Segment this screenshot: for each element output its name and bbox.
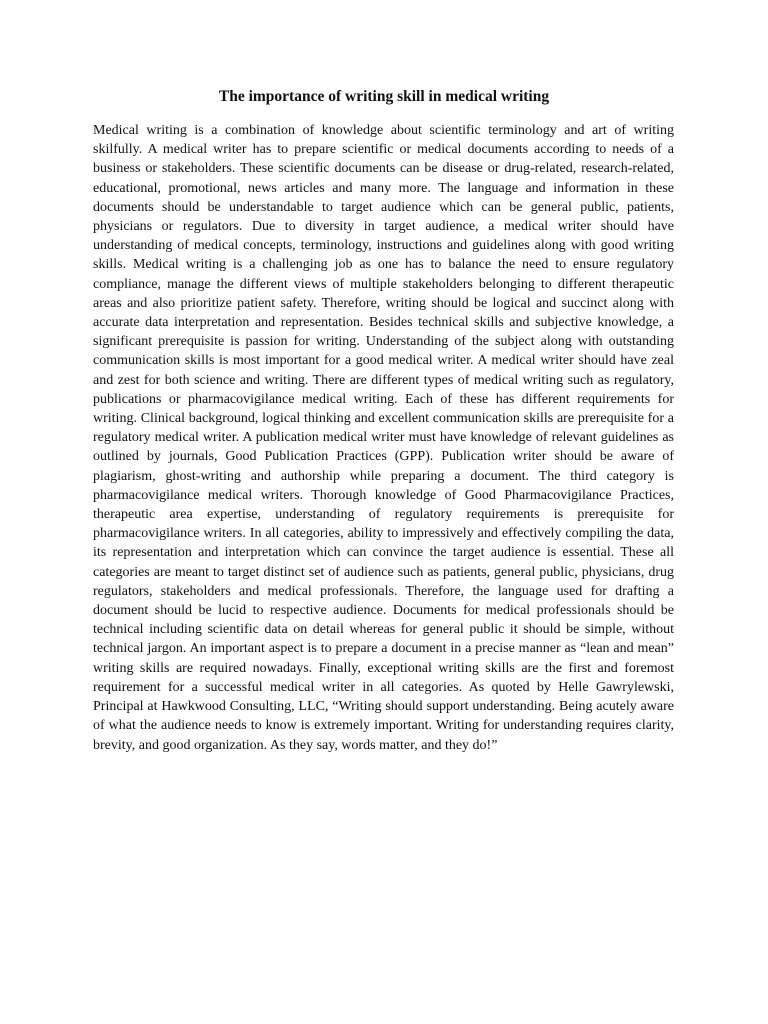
document-body-paragraph: Medical writing is a combination of knowledge about scientific terminology and art of writing skilfully. A medical writer has to prepare scientific or medical documents according to needs of a business or stakeholders. These scientific documents can be disease or drug-related, research-related, educational, promotional, news articles and many more. The language and information in these documents should be understandable to target audience which can be general public, patients, physicians or regulators. Due to diversity in target audience, a medical writer should have understanding of medical concepts, terminology, instructions and guidelines along with good writing skills. Medical writing is a challenging job as one has to balance the need to ensure regulatory compliance, manage the different views of multiple stakeholders belonging to different therapeutic areas and also prioritize patient safety. Therefore, writing should be logical and succinct along with accurate data interpretation and representation. Besides technical skills and subjective knowledge, a significant prerequisite is passion for writing. Understanding of the subject along with outstanding communication skills is most important for a good medical writer. A medical writer should have zeal and zest for both science and writing. There are different types of medical writing such as regulatory, publications or pharmacovigilance medical writing. Each of these has different requirements for writing. Clinical background, logical thinking and excellent communication skills are prerequisite for a regulatory medical writer. A publication medical writer must have knowledge of relevant guidelines as outlined by journals, Good Publication Practices (GPP). Publication writer should be aware of plagiarism, ghost-writing and authorship while preparing a document. The third category is pharmacovigilance medical writers. Thorough knowledge of Good Pharmacovigilance Practices, therapeutic area expertise, understanding of regulatory requirements is prerequisite for pharmacovigilance writers. In all categories, ability to impressively and effectively compiling the data, its representation and interpretation which can convince the target audience is essential. These all categories are meant to target distinct set of audience such as patients, general public, physicians, drug regulators, stakeholders and medical professionals. Therefore, the language used for drafting a document should be lucid to respective audience. Documents for medical professionals should be technical including scientific data on detail whereas for general public it should be simple, without technical jargon. An important aspect is to prepare a document in a precise manner as “lean and mean” writing skills are required nowadays. Finally, exceptional writing skills are the first and foremost requirement for a successful medical writer in all categories. As quoted by Helle Gawrylewski, Principal at Hawkwood Consulting, LLC, “Writing should support understanding. Being acutely aware of what the audience needs to know is extremely important. Writing for understanding requires clarity, brevity, and good organization. As they say, words matter, and they do!” — [93, 123, 674, 753]
document-title: The importance of writing skill in medical writing — [218, 88, 550, 105]
